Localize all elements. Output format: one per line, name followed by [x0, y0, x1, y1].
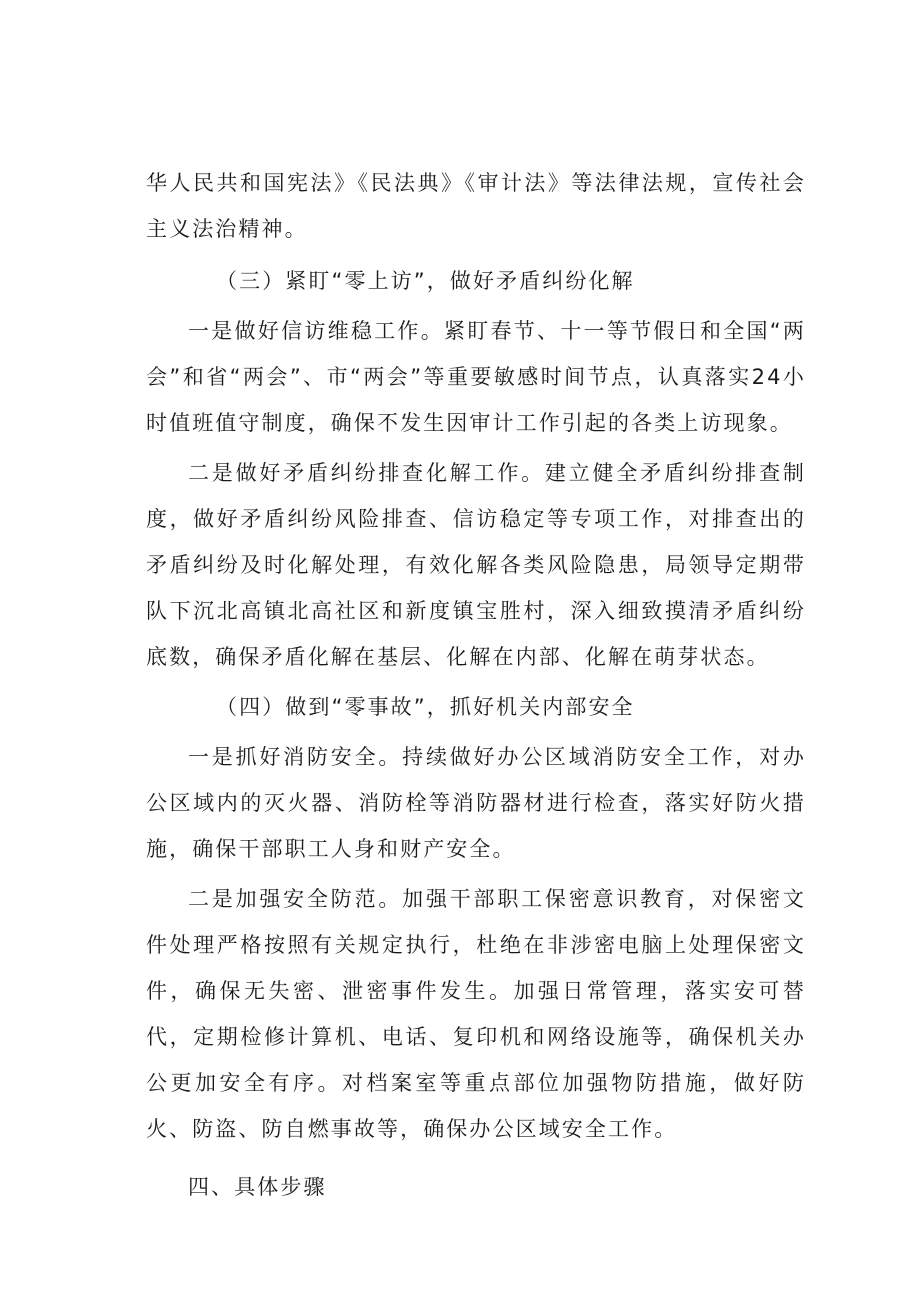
paragraph-dispute: 二是做好矛盾纠纷排查化解工作。建立健全矛盾纠纷排查制度，做好矛盾纠纷风险排查、信访稳定等专项工作，对排查出的矛盾纠纷及时化解处理，有效化解各类风险隐患，局领导定期带队下沉北高镇北高社区和新度镇宝胜村，深入细致摸清矛盾纠纷底数，确保矛盾化解在基层、化解在内部、化解在萌芽状态。	[146, 461, 806, 669]
paragraph-fire-safety: 一是抓好消防安全。持续做好办公区域消防安全工作，对办公区域内的灭火器、消防栓等消防器材进行检查，落实好防火措施，确保干部职工人身和财产安全。	[146, 745, 806, 861]
document-body	[146, 160, 806, 1210]
section-heading-3: （三）紧盯“零上访”，做好矛盾纠纷化解	[216, 269, 635, 293]
paragraph-continuation: 华人民共和国宪法》《民法典》《审计法》等法律法规，宣传社会主义法治精神。	[146, 171, 806, 241]
paragraph-petition: 一是做好信访维稳工作。紧盯春节、十一等节假日和全国“两会”和省“两会”、市“两会”等重要敏感时间节点，认真落实24小时值班值守制度，确保不发生因审计工作引起的各类上访现象。	[146, 319, 806, 435]
section-heading-4: （四）做到“零事故”，抓好机关内部安全	[216, 695, 635, 719]
paragraph-security: 二是加强安全防范。加强干部职工保密意识教育，对保密文件处理严格按照有关规定执行，杜绝在非涉密电脑上处理保密文件，确保无失密、泄密事件发生。加强日常管理，落实安可替代，定期检修计算机、电话、复印机和网络设施等，确保机关办公更加安全有序。对档案室等重点部位加强物防措施，做好防火、防盗、防自燃事故等，确保办公区域安全工作。	[146, 887, 806, 1141]
chapter-heading: 四、具体步骤	[188, 1175, 327, 1199]
